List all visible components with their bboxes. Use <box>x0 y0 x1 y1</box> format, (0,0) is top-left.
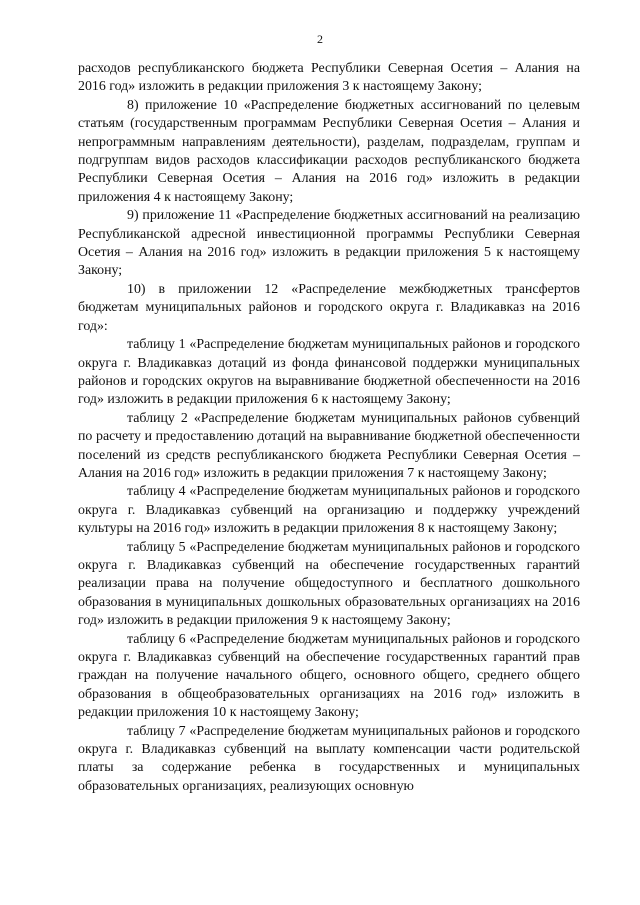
paragraph-table-7: таблицу 7 «Распределение бюджетам муниципальных районов и городского округа г. Владикавказ субвенций на выплату компенсации части родительской платы за содержание ребенка в государственных и муниципальных образовательных организациях, реализующих основную <box>78 723 580 794</box>
paragraph-table-2: таблицу 2 «Распределение бюджетам муниципальных районов субвенций по расчету и предоставлению дотаций на выравнивание бюджетной обеспеченности поселений из средств республиканского бюджета Республики Северная Осетия – Алания на 2016 год» изложить в редакции приложения 7 к настоящему Закону; <box>78 410 580 481</box>
document-body <box>78 60 580 796</box>
paragraph-table-4: таблицу 4 «Распределение бюджетам муниципальных районов и городского округа г. Владикавказ субвенций на организацию и поддержку учреждений культуры на 2016 год» изложить в редакции приложения 8 к настоящему Закону; <box>78 484 580 537</box>
paragraph-continuation: расходов республиканского бюджета Республики Северная Осетия – Алания на 2016 год» изложить в редакции приложения 3 к настоящему Закону; <box>78 61 580 95</box>
paragraph-item-10: 10) в приложении 12 «Распределение межбюджетных трансфертов бюджетам муниципальных районов и городского округа г. Владикавказ на 2016 год»: <box>78 281 580 334</box>
paragraph-item-8: 8) приложение 10 «Распределение бюджетных ассигнований по целевым статьям (государственным программам Республики Северная Осетия – Алания и непрограммным направлениям деятельности), разделам, подразделам, группам и подгруппам видов расходов классификации расходов республиканского бюджета Республики Северная Осетия – Алания на 2016 год» изложить в редакции приложения 4 к настоящему Закону; <box>78 97 580 205</box>
paragraph-item-9: 9) приложение 11 «Распределение бюджетных ассигнований на реализацию Республиканской адресной инвестиционной программы Республики Северная Осетия – Алания на 2016 год» изложить в редакции приложения 5 к настоящему Закону; <box>78 208 580 279</box>
paragraph-table-5: таблицу 5 «Распределение бюджетам муниципальных районов и городского округа г. Владикавказ субвенций на обеспечение государственных гарантий реализации права на получение общедоступного и бесплатного дошкольного образования в муниципальных дошкольных образовательных организациях на 2016 год» изложить в редакции приложения 9 к настоящему Закону; <box>78 539 580 629</box>
paragraph-table-6: таблицу 6 «Распределение бюджетам муниципальных районов и городского округа г. Владикавказ субвенций на обеспечение государственных гарантий прав граждан на получение начального общего, основного общего, среднего общего образования в общеобразовательных организациях на 2016 год» изложить в редакции приложения 10 к настоящему Закону; <box>78 631 580 721</box>
page-number: 2 <box>317 32 323 46</box>
paragraph-table-1: таблицу 1 «Распределение бюджетам муниципальных районов и городского округа г. Владикавказ дотаций из фонда финансовой поддержки муниципальных районов и городских округов на выравнивание бюджетной обеспеченности на 2016 год» изложить в редакции приложения 6 к настоящему Закону; <box>78 337 580 408</box>
